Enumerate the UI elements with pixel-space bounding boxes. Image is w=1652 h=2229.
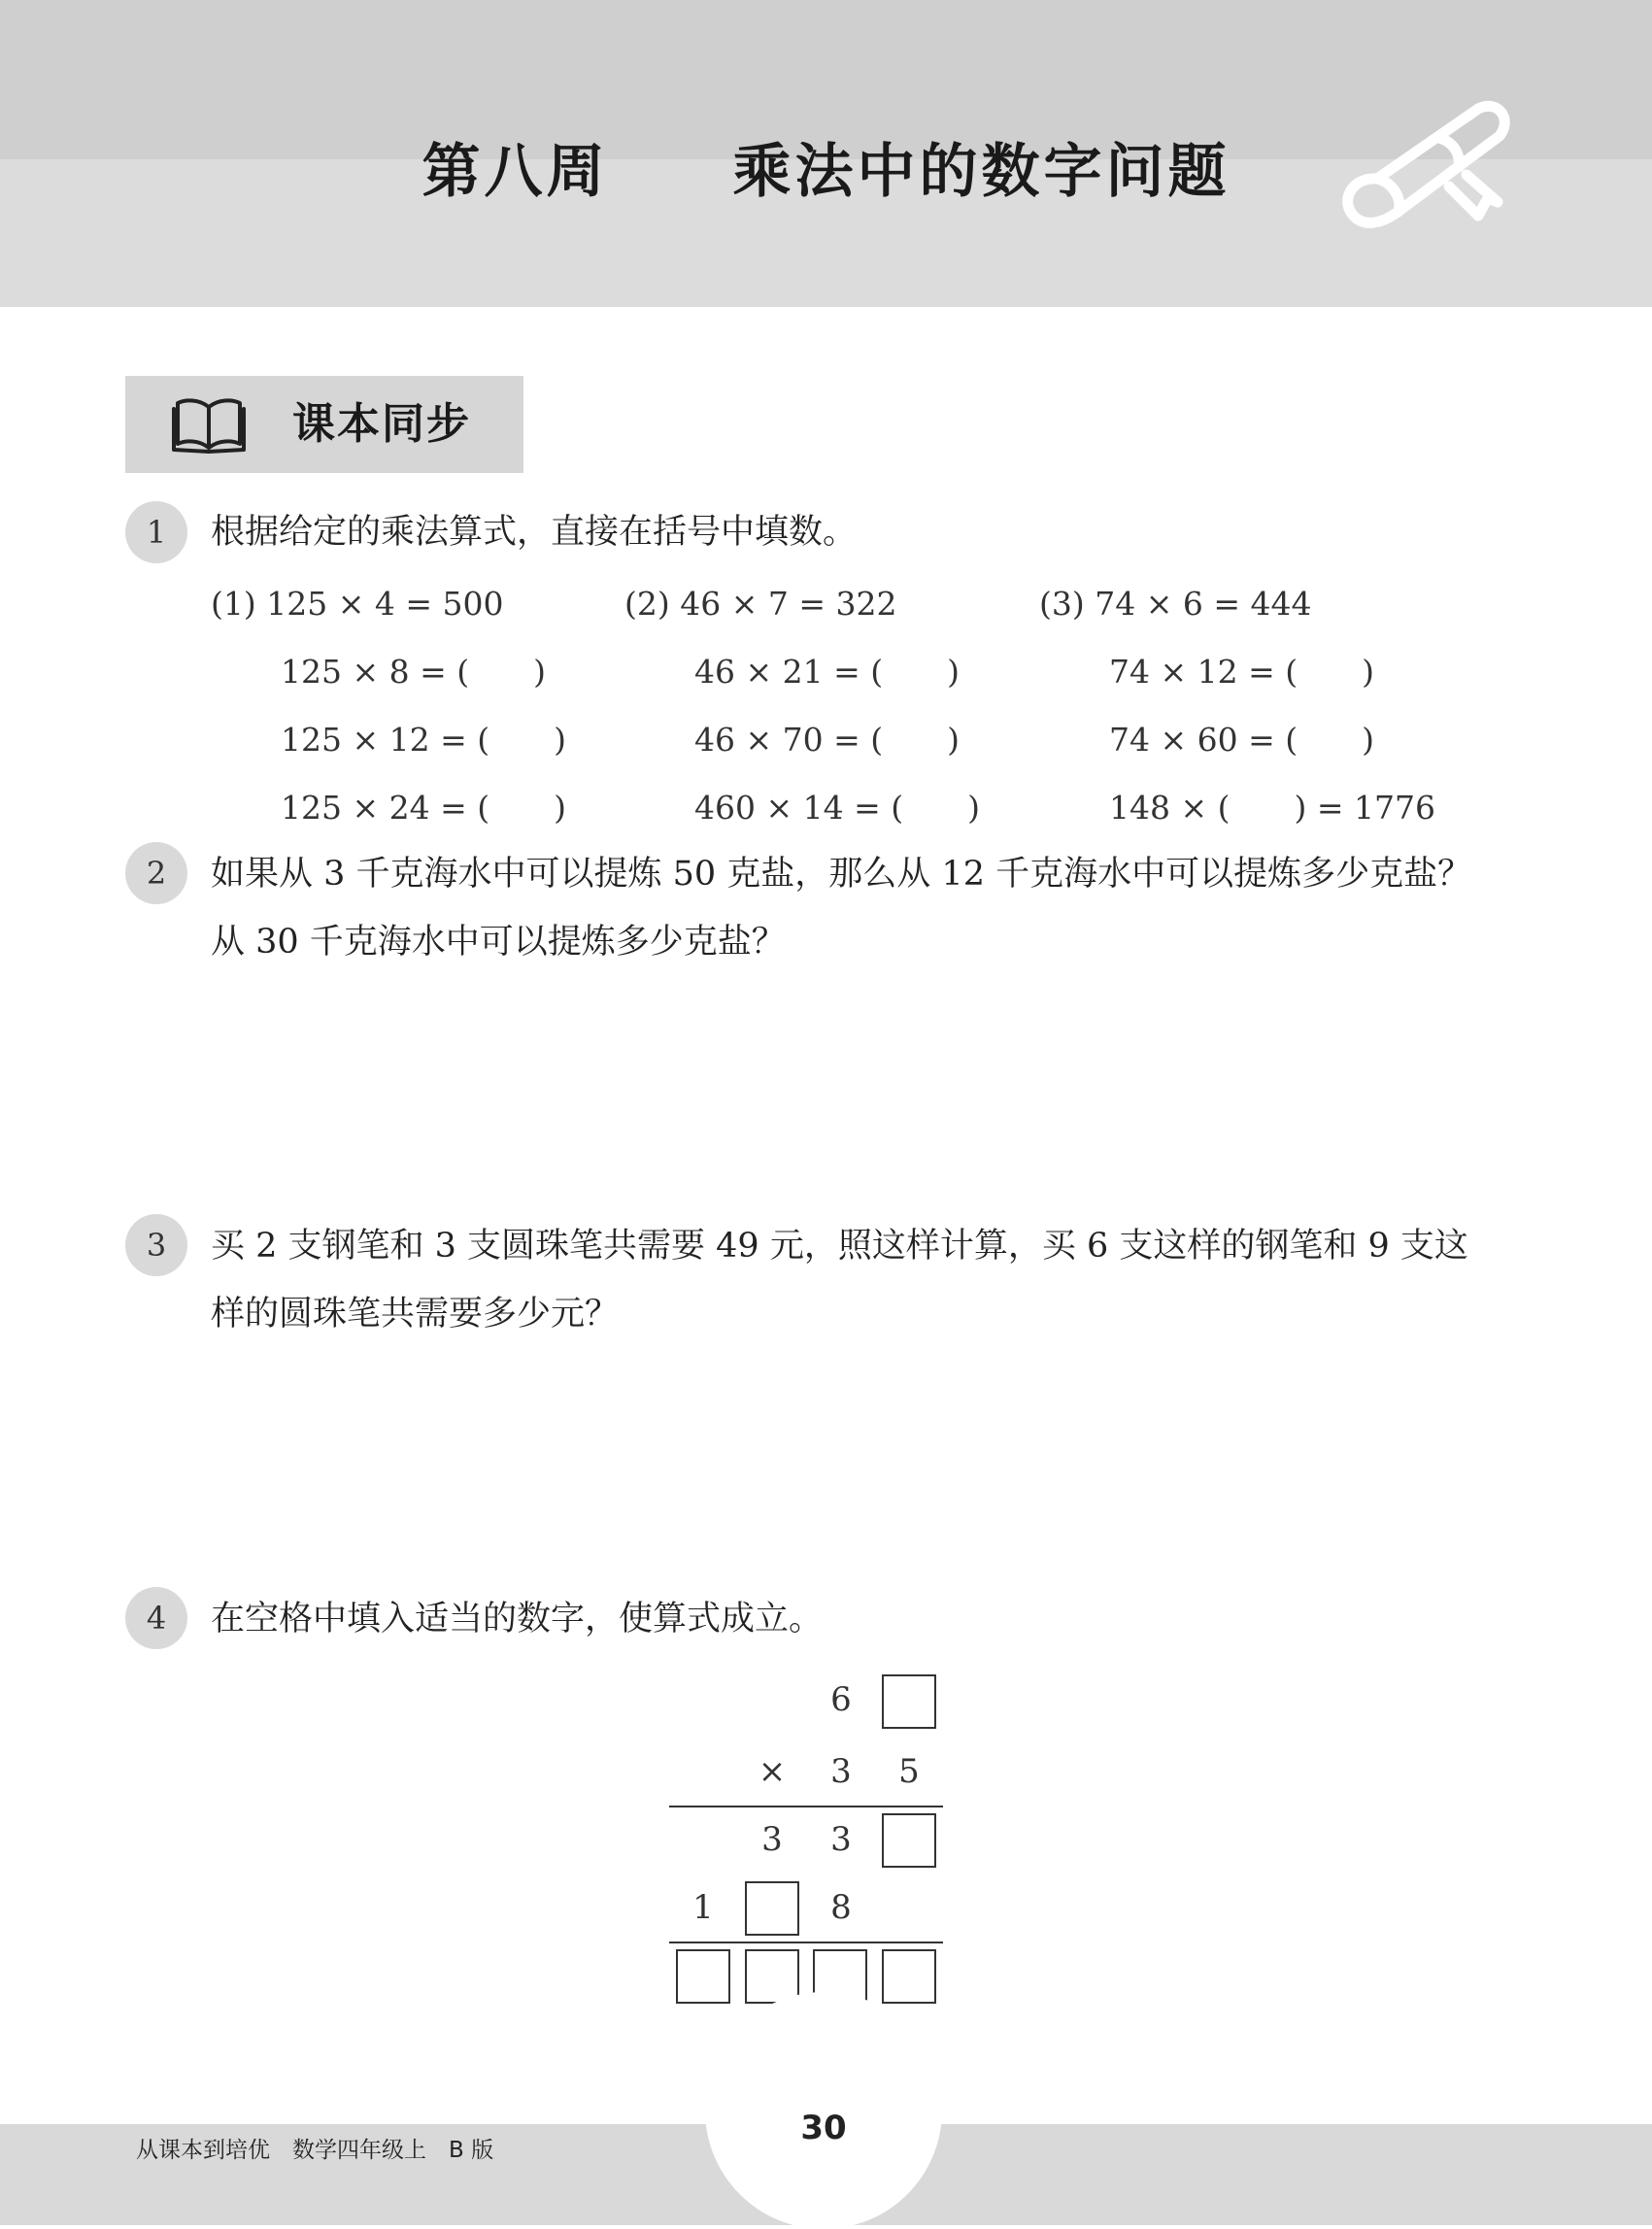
equation: 148 × ( ) = 1776 [1109,789,1435,827]
answer-box[interactable] [676,1949,730,2004]
question-number: 3 [125,1214,187,1276]
digit: 5 [898,1752,920,1791]
divider-line [669,1942,943,1943]
question-number: 4 [125,1587,187,1649]
equation: 125 × 12 = ( ) [281,721,566,759]
equation: 46 × 70 = ( ) [694,721,960,759]
equation: (3) 74 × 6 = 444 [1039,585,1312,623]
page-number: 30 [800,2109,847,2147]
question-number: 2 [125,842,187,904]
equation: 46 × 21 = ( ) [694,653,960,691]
book-title: 从课本到培优 数学四年级上 B 版 [136,2138,494,2163]
question-text: 在空格中填入适当的数字，使算式成立。 [211,1600,824,1638]
page-title: 第八周 乘法中的数字问题 [421,138,1231,206]
question-text: 买 2 支钢笔和 3 支圆珠笔共需要 49 元，照这样计算，买 6 支这样的钢笔和 9 支这样的圆珠笔共需要多少元？ [211,1227,1468,1334]
answer-box[interactable] [882,1674,936,1729]
digit: 3 [830,1820,852,1859]
digit: 3 [830,1752,852,1791]
digit: 8 [830,1888,852,1927]
equation: 74 × 60 = ( ) [1109,721,1374,759]
equation: (1) 125 × 4 = 500 [211,585,504,623]
question-text: 如果从 3 千克海水中可以提炼 50 克盐，那么从 12 千克海水中可以提炼多少克盐？从 30 千克海水中可以提炼多少克盐？ [211,855,1472,962]
section-tag [125,376,523,473]
digit: 3 [761,1820,783,1859]
question-number: 1 [125,501,187,563]
question-text: 根据给定的乘法算式，直接在括号中填数。 [211,513,858,552]
answer-box[interactable] [882,1813,936,1868]
open-book-icon [172,395,246,454]
equation: 460 × 14 = ( ) [694,789,980,827]
answer-box[interactable] [882,1949,936,2004]
multiply-sign: × [758,1752,787,1791]
equation: 125 × 24 = ( ) [281,789,566,827]
section-label: 课本同步 [292,399,471,449]
divider-line [669,1806,943,1807]
scroll-icon [1332,89,1517,245]
answer-box[interactable] [745,1881,799,1936]
equation: 74 × 12 = ( ) [1109,653,1374,691]
equation: (2) 46 × 7 = 322 [624,585,897,623]
equation: 125 × 8 = ( ) [281,653,546,691]
digit: 1 [692,1888,714,1927]
digit: 6 [830,1680,852,1719]
